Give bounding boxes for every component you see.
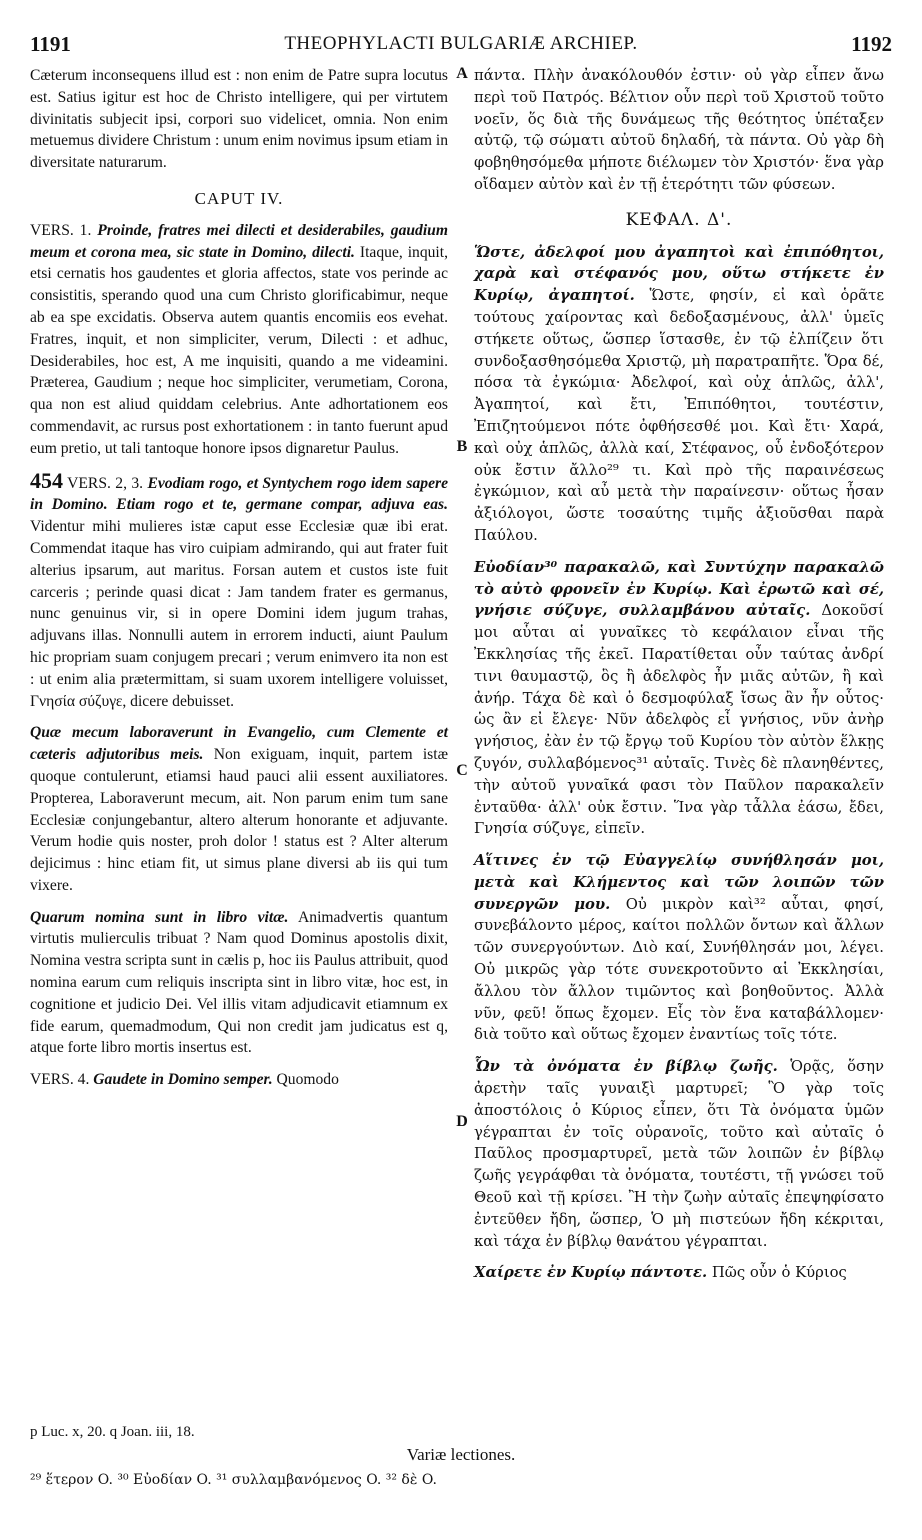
- commentary: Quomodo: [276, 1071, 339, 1089]
- verse-text: Evodiam rogo, et Syntychem rogo idem sapere in Domino. Etiam rogo et te, germane compar, adjuva eas.: [30, 474, 448, 514]
- latin-intro: Cæterum inconsequens illud est : non enim de Patre supra locutus est. Satius igitur est hoc de Christo intelligere, qui per virtutem divinitatis subjecit ipsi, corpori suo videlicet, omnia. Non enim metuemus dividere Christum : unum enim novimus ipsum etiam in diversitate naturarum.: [30, 67, 448, 172]
- greek-verse-3: [474, 850, 884, 1046]
- verse-text: Ὧν τὰ ὀνόματα ἐν βίβλῳ ζωῆς.: [474, 1058, 778, 1076]
- verse-label: VERS. 2, 3.: [67, 474, 144, 492]
- greek-column: [474, 65, 884, 1294]
- running-header: [30, 32, 892, 58]
- commentary: Itaque, inquit, etsi cernatis hos gaudentes et gloria affectos, state vos perinde ac consistitis, sperando quod una cum Christo glorificabimur, neque ab ea spe excidatis. Observa autem quantis encomiis eos evehat. Fratres, inquit, et non simpliciter, verum, Dilecti : et adhuc, Desiderabiles, hoc est, A me inquisiti, quando a me videamini. Præterea, Gaudium ; neque hoc simpliciter, verumetiam, Corona, qua non est aliud quiddam celebrius. Ante adhortationem eos commendavit, ac rursus post exhortationem : in tanto fuerunt apud eum pretio, ut tali tantoque honore ipsos dignaretur Paulus.: [30, 243, 448, 457]
- latin-verse-3b: [30, 907, 448, 1060]
- commentary: Δοκοῦσί μοι αὗται αἱ γυναῖκες τὸ κεφάλαιον εἶναι τῆς Ἐκκλησίας τῆς ἐκεῖ. Παρατίθεται οὖν ταύτας ἀνδρί τινι θαυμαστῷ, ὃς ἢ ἀδελφὸς ἦν μιᾶς αὐτῶν, ἢ καὶ ἀνήρ. Τάχα δὲ καὶ ὁ δεσμοφύλαξ ἴσως ἂν ἦν οὗτος· ὡς ἂν εἰ ἔλεγε· Νῦν ἀδελφὸς εἶ γνήσιος, νῦν ἀνὴρ γνήσιος, ἐὰν ἐν τῷ ἔργῳ τοῦ Κυρίου τὸν αὐτὸν ἕλκῃς ζυγόν, συλλαβόμενος³¹ αὐταῖς. Τινὲς δὲ πλανηθέντες, τὴν αὐτοῦ γυναῖκά φασι τὸν Παῦλον παρακαλεῖν ἐνταῦθα· ἀλλ' οὐκ ἔστιν. Ἵνα γὰρ τἆλλα ἐάσω, ἔδει, Γνησία σύζυγε, εἰπεῖν.: [474, 602, 884, 838]
- margin-letter-a: A: [456, 65, 468, 82]
- latin-column: [30, 65, 448, 1101]
- commentary: Animadvertis quantum virtutis mulierculis tribuat ? Nam quod Dominus apostolis dixit, Nomina vestra scripta sunt in cælis p, hoc iis Paulus attribuit, quod nomina earum cum reliquis inscripta sint in libro vitæ, hoc est, in cognitione et judicio Dei. Vel illis vitam adjudicavit etiamnum ex fide earum, quemadmodum, Qui non credit jam judicatus est q, atque forte libro mortis insertus est.: [30, 908, 448, 1057]
- commentary: Ὁρᾷς, ὅσην ἀρετὴν ταῖς γυναιξὶ μαρτυρεῖ; Ὃ γὰρ τοῖς ἀποστόλοις ὁ Κύριος εἶπεν, ὅτι Τὰ ὀνόματα ὑμῶν γέγραπται ἐν τοῖς οὐρανοῖς, τοῦτο καὶ αὐταῖς ὁ Παῦλος προσμαρτυρεῖ, μετὰ τῶν λοιπῶν ἐν βίβλῳ ζωῆς γεγράφθαι τὰ ὀνόματα, τουτέστι, τῇ γνώσει τοῦ Θεοῦ καὶ τῇ κρίσει. Ἢ τὴν ζωὴν αὐταῖς ἐπεψηφίσατο ἐντεῦθεν ἤδη, ὥσπερ, Ὁ μὴ πιστεύων ἤδη κέκριται, καὶ τάχα ἐν βίβλῳ θανάτου γέγραπται.: [474, 1058, 884, 1250]
- commentary: Non exiguam, inquit, partem istæ quoque contulerunt, etiamsi haud pauci alii essent auxiliatores. Propterea, Laboraverunt mecum, ait. Non parum enim tum sane Ecclesiæ conjungebantur, altero alterum honorante et adjuvante. Verum hodie quis noster, proh dolor ! status est ? Alter alterum dejicimus : hinc etiam fit, ut simus plane diversi ab iis qui tum vixere.: [30, 746, 448, 894]
- column-number: 454: [30, 467, 63, 493]
- greek-intro: πάντα. Πλὴν ἀνακόλουθόν ἐστιν· οὐ γὰρ εἶπεν ἄνω περὶ τοῦ Πατρός. Βέλτιον οὖν περὶ τοῦ Χριστοῦ τοῦτο νοεῖν, ὅς διὰ τῆς δυνάμεως τῆς θεότητος ὑπέταξεν αὐτῷ, τῷ σώματι αὐτοῦ δηλαδή, τὰ πάντα. Οὐ γὰρ δὴ φοβηθησόμεθα μήποτε διέλωμεν τὸν Χριστόν· ἕνα γὰρ οἴδαμεν αὐτὸν καὶ ἐν τῇ ἑτερότητι τῶν φύσεων.: [474, 67, 884, 193]
- latin-verse-2: [30, 467, 448, 713]
- greek-verse-4: [474, 1262, 884, 1284]
- margin-letter-d: D: [456, 1113, 468, 1130]
- latin-chapter-heading: CAPUT IV.: [194, 188, 284, 208]
- greek-chapter-heading: ΚΕΦΑΛ. Δ'.: [625, 209, 733, 230]
- commentary: Videntur mihi mulieres istæ caput esse Ecclesiæ quæ ibi erat. Commendat itaque has viro cuipiam admirando, qui aut frater fuit alterius ipsarum, aut maritus. Forsan autem et custos iste fuit carceris ; perinde quasi dicat : Jam tandem frater es germanus, nunc genuinus vir, si in opere Domini idem jugum trahas, adjuvans illas. Nonnulli autem in errorem inducti, aiunt Paulum hic propriam suam conjugem precari ; verum enimvero ita non est : ut enim alia prætermittam, si suam uxorem intelligere voluisset, Γνησία σύζυγε, dicere debuisset.: [30, 518, 448, 710]
- page-number-left: 1191: [30, 32, 71, 56]
- greek-verse-1: [474, 242, 884, 547]
- margin-letter-b: B: [456, 438, 468, 455]
- greek-verse-3b: [474, 1056, 884, 1252]
- variae-lectiones-list: ²⁹ ἕτερον O. ³⁰ Εὐοδίαν O. ³¹ συλλαμβανόμενος O. ³² δὲ O.: [30, 1472, 437, 1488]
- latin-verse-3: [30, 722, 448, 896]
- verse-label: VERS. 1.: [30, 221, 92, 239]
- verse-text: Quarum nomina sunt in libro vitæ.: [30, 908, 289, 926]
- verse-text: Αἵτινες ἐν τῷ Εὐαγγελίῳ συνήθλησάν μοι, μετὰ καὶ Κλήμεντος καὶ τῶν λοιπῶν τῶν συνεργῶν μου.: [474, 852, 884, 913]
- footnotes: p Luc. x, 20. q Joan. iii, 18.: [30, 1424, 195, 1440]
- page-number-right: 1192: [851, 32, 892, 56]
- verse-text: Χαίρετε ἐν Κυρίῳ πάντοτε.: [474, 1264, 708, 1282]
- running-title: THEOPHYLACTI BULGARIÆ ARCHIEP.: [284, 33, 638, 54]
- latin-verse-1: [30, 220, 448, 460]
- margin-letter-c: C: [456, 762, 468, 779]
- verse-text: Gaudete in Domino semper.: [93, 1071, 273, 1089]
- verse-text: Proinde, fratres mei dilecti et desiderabiles, gaudium meum et corona mea, sic state in Domino, dilecti.: [30, 221, 448, 261]
- verse-text: Ὥστε, ἀδελφοί μου ἀγαπητοὶ καὶ ἐπιπόθητοι, χαρὰ καὶ στέφανός μου, οὕτω στήκετε ἐν Κυρίῳ, ἀγαπητοί.: [474, 243, 884, 305]
- verse-text: Εὐοδίαν³⁰ παρακαλῶ, καὶ Συντύχην παρακαλῶ τὸ αὐτὸ φρονεῖν ἐν Κυρίῳ. Καὶ ἐρωτῶ καὶ σέ, γνήσιε σύζυγε, συλλαμβάνου αὐταῖς.: [474, 558, 884, 620]
- verse-text: Quæ mecum laboraverunt in Evangelio, cum Clemente et cæteris adjutoribus meis.: [30, 724, 448, 764]
- commentary: Οὐ μικρὸν καὶ³² αὗται, φησί, συνεβάλοντο μέρος, καίτοι πολλῶν ὄντων καὶ ἄλλων τῶν συνεργούντων. Διὸ καί, Συνήθλησάν μοι, λέγει. Οὐ μικρῶς γὰρ τότε συνεκροτοῦντο αἱ Ἐκκλησίαι, ἄλλου τὸν ἄλλον τιμῶντος καὶ βοηθοῦντος. Ἀλλὰ νῦν, φεῦ! ὅπως ἔχομεν. Εἷς τὸν ἕνα καταβάλλομεν· διὰ τοῦτο καὶ οὕτως ἔχομεν ἐναντίως τοῖς τότε.: [474, 895, 884, 1044]
- commentary: Πῶς οὖν ὁ Κύριος: [711, 1264, 847, 1282]
- latin-verse-4: [30, 1069, 448, 1091]
- variae-lectiones-title: Variæ lectiones.: [406, 1445, 516, 1464]
- greek-verse-2: [474, 557, 884, 840]
- verse-label: VERS. 4.: [30, 1071, 90, 1089]
- commentary: Ὥστε, φησίν, εἰ καὶ ὁρᾶτε τούτους χαίροντας καὶ δεδοξασμένους, ἀλλ' ὑμεῖς στήκετε οὕτως, ὥσπερ ἵστασθε, ἐν τῷ ἐλπίζειν ὅτι συνδοξασθησόμεθα Χριστῷ, μὴ παρατραπῆτε. Ὅρα δέ, πόσα τὰ ἐγκώμια· Ἀδελφοί, καὶ οὐχ ἁπλῶς, ἀλλ', Ἀγαπητοί, καὶ ἔτι, Ἐπιπόθητοι, τουτέστιν, Ἐπιζητούμενοι πότε ὀφθήσεσθέ μοι. Καὶ ἔτι· Χαρά, καὶ οὐχ ἁπλῶς, ἀλλὰ καί, Στέφανος, οὗ ἐνδοξότερον οὐκ ἔστιν ἄλλο²⁹ τι. Καὶ πρὸ τῆς παραινέσεως ἐγκώμιον, καὶ αὖ μετὰ τὴν παραίνεσιν· οὕτως ἦσαν ἀξιόλογοι, ὥστε τοσαύτης τιμῆς ἀξιοῦσθαι παρὰ Παύλου.: [474, 287, 884, 544]
